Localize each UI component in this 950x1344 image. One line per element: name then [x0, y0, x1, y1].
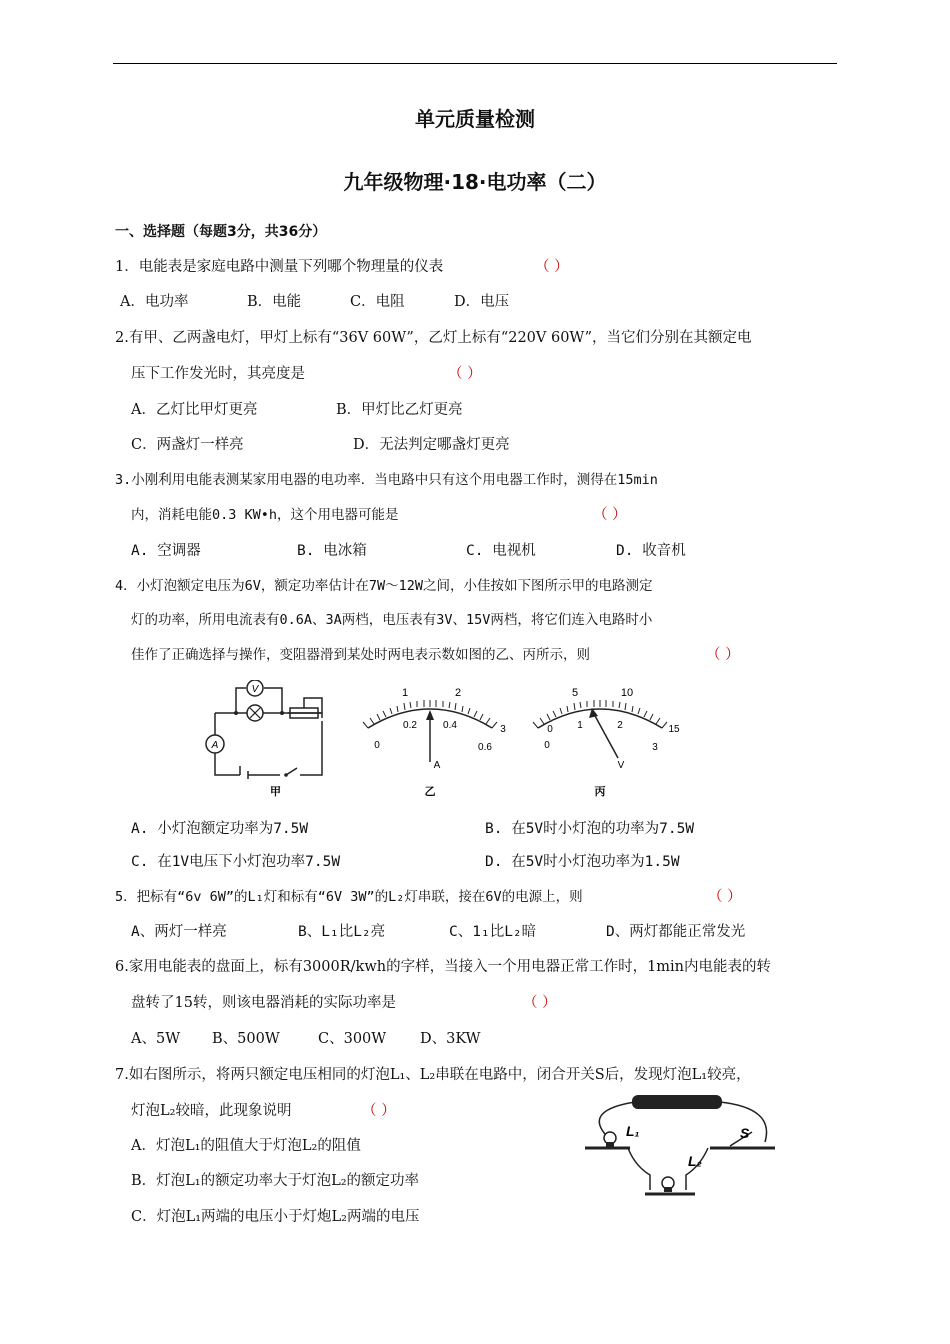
svg-text:2: 2	[454, 687, 462, 699]
option-2b[interactable]: B．甲灯比乙灯更亮	[336, 402, 463, 418]
answer-bracket-6[interactable]: （ ）	[523, 995, 557, 1011]
bulb-l2-icon	[662, 1177, 674, 1192]
q4-figure	[200, 680, 700, 805]
label-s: S	[740, 1125, 750, 1141]
voltmeter-symbol	[247, 680, 263, 696]
option-6b[interactable]: B、500W	[212, 1031, 280, 1047]
answer-bracket-5[interactable]: （ ）	[708, 889, 742, 905]
question-2-line-1: 2.有甲、乙两盏电灯，甲灯上标有“36V 60W”，乙灯上标有“220V 60W”，当它们分别在其额定电	[115, 330, 752, 346]
top-rule	[113, 63, 837, 64]
option-3a[interactable]: A. 空调器	[131, 543, 201, 559]
question-3-line-2: 内，消耗电能0.3 KW•h，这个用电器可能是	[131, 507, 399, 523]
ammeter-dial	[363, 687, 506, 798]
section-heading: 一、选择题（每题3分，共36分）	[115, 224, 327, 240]
answer-bracket-3[interactable]: （ ）	[593, 507, 627, 523]
svg-text:0.2: 0.2	[403, 720, 417, 731]
svg-text:5: 5	[571, 687, 579, 699]
question-6-line-1: 6.家用电能表的盘面上，标有3000R/kwh的字样，当接入一个用电器正常工作时，1min内电能表的转	[115, 959, 772, 975]
option-7b[interactable]: B．灯泡L₁的额定功率大于灯泡L₂的额定功率	[131, 1173, 420, 1189]
q7-circuit-figure	[580, 1090, 780, 1202]
option-1b[interactable]: B．电能	[247, 294, 302, 310]
option-5c[interactable]: C、1₁比L₂暗	[449, 924, 537, 940]
option-4b[interactable]: B. 在5V时小灯泡的功率为7.5W	[485, 821, 695, 837]
svg-text:V: V	[617, 760, 625, 771]
label-l2: L₂	[688, 1153, 702, 1169]
voltmeter-dial	[533, 687, 680, 798]
svg-text:0: 0	[547, 724, 553, 735]
svg-text:A: A	[433, 760, 441, 771]
option-6c[interactable]: C、300W	[318, 1031, 387, 1047]
svg-text:1: 1	[577, 720, 583, 731]
ammeter-symbol	[206, 735, 224, 753]
answer-bracket-1[interactable]: （ ）	[535, 259, 569, 275]
question-4-line-3: 佳作了正确选择与操作，变阻器滑到某处时两电表示数如图的乙、丙所示，则	[131, 647, 590, 663]
question-5: 5．把标有“6v 6W”的L₁灯和标有“6V 3W”的L₂灯串联，接在6V的电源上，则	[115, 889, 583, 905]
option-5a[interactable]: A、两灯一样亮	[131, 924, 227, 940]
option-7c[interactable]: C．灯泡L₁两端的电压小于灯炮L₂两端的电压	[131, 1209, 420, 1225]
option-2d[interactable]: D．无法判定哪盏灯更亮	[353, 437, 510, 453]
question-1: 1．电能表是家庭电路中测量下列哪个物理量的仪表	[115, 259, 444, 275]
option-2a[interactable]: A．乙灯比甲灯更亮	[131, 402, 258, 418]
svg-text:0: 0	[544, 740, 550, 751]
question-4-line-1: 4．小灯泡额定电压为6V，额定功率估计在7W～12W之间，小佳按如下图所示甲的电路测定	[115, 578, 653, 594]
question-6-line-2: 盘转了15转，则该电器消耗的实际功率是	[131, 995, 396, 1011]
circuit-diagram	[215, 688, 322, 779]
voltmeter-label: V	[251, 684, 259, 695]
option-5d[interactable]: D、两灯都能正常发光	[606, 924, 746, 940]
svg-text:1: 1	[401, 687, 409, 699]
option-4a[interactable]: A. 小灯泡额定功率为7.5W	[131, 821, 309, 837]
svg-text:0.6: 0.6	[478, 742, 492, 753]
option-5b[interactable]: B、L₁比L₂亮	[298, 924, 386, 940]
caption-jia: 甲	[270, 786, 281, 798]
svg-text:3: 3	[500, 724, 506, 735]
svg-text:2: 2	[617, 720, 623, 731]
ammeter-label: A	[211, 740, 219, 751]
caption-yi: 乙	[424, 786, 436, 798]
label-l1: L₁	[626, 1123, 640, 1139]
option-7a[interactable]: A．灯泡L₁的阻值大于灯泡L₂的阻值	[131, 1138, 361, 1154]
option-4c[interactable]: C. 在1V电压下小灯泡功率7.5W	[131, 854, 341, 870]
option-3b[interactable]: B. 电冰箱	[297, 543, 367, 559]
question-4-line-2: 灯的功率，所用电流表有0.6A、3A两档，电压表有3V、15V两档，将它们连入电路时小	[131, 612, 653, 628]
option-4d[interactable]: D. 在5V时小灯泡功率为1.5W	[485, 854, 680, 870]
svg-text:10: 10	[620, 687, 634, 699]
battery-icon	[632, 1095, 722, 1109]
answer-bracket-4[interactable]: （ ）	[706, 647, 740, 663]
option-1a[interactable]: A．电功率	[120, 294, 189, 310]
page-subtitle: 九年级物理·18·电功率（二）	[343, 170, 607, 194]
svg-text:0.4: 0.4	[443, 720, 457, 731]
question-3-line-1: 3.小刚利用电能表测某家用电器的电功率．当电路中只有这个用电器工作时，测得在15min	[115, 472, 658, 488]
bulb-l1-icon	[604, 1132, 616, 1147]
option-3c[interactable]: C. 电视机	[466, 543, 536, 559]
option-1d[interactable]: D．电压	[454, 294, 510, 310]
answer-bracket-7[interactable]: （ ）	[362, 1103, 396, 1119]
page-title: 单元质量检测	[415, 107, 535, 131]
option-1c[interactable]: C．电阻	[350, 294, 405, 310]
answer-bracket-2[interactable]: （ ）	[448, 366, 482, 382]
option-2c[interactable]: C．两盏灯一样亮	[131, 437, 244, 453]
option-6a[interactable]: A、5W	[131, 1031, 181, 1047]
question-7-line-1: 7.如右图所示，将两只额定电压相同的灯泡L₁、L₂串联在电路中，闭合开关S后，发现灯泡L₁较亮，	[115, 1067, 751, 1083]
question-7-line-2: 灯泡L₂较暗，此现象说明	[131, 1103, 292, 1119]
svg-text:15: 15	[668, 724, 680, 735]
svg-text:3: 3	[652, 742, 658, 753]
option-6d[interactable]: D、3KW	[420, 1031, 481, 1047]
caption-bing: 丙	[594, 786, 606, 798]
question-2-line-2: 压下工作发光时，其亮度是	[131, 366, 305, 382]
svg-text:0: 0	[374, 740, 380, 751]
option-3d[interactable]: D. 收音机	[616, 543, 686, 559]
